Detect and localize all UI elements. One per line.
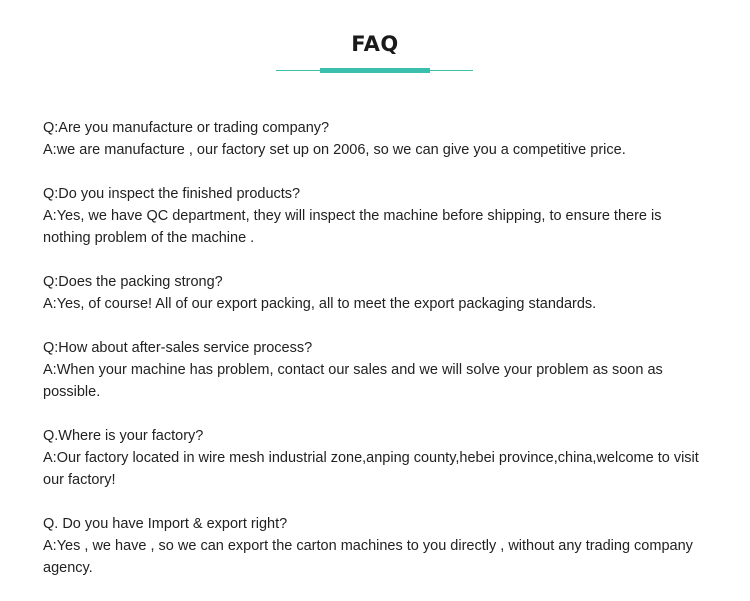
faq-question: Q:How about after-sales service process? — [43, 340, 313, 356]
faq-item — [43, 513, 713, 579]
faq-question: Q.Where is your factory? — [43, 428, 204, 444]
faq-answer: A:Yes , we have , so we can export the carton machines to you directly , without any trading company agency. — [43, 538, 693, 576]
faq-item — [43, 117, 713, 161]
faq-answer: A:Our factory located in wire mesh industrial zone,anping county,hebei province,china,welcome to visit our factory! — [43, 450, 699, 488]
faq-item — [43, 425, 713, 491]
faq-item — [43, 183, 713, 249]
page-title: FAQ — [351, 32, 399, 56]
faq-question: Q:Are you manufacture or trading company? — [43, 120, 330, 136]
title-divider-accent-bar — [320, 68, 430, 73]
faq-item — [43, 271, 713, 315]
faq-question: Q. Do you have Import & export right? — [43, 516, 288, 532]
faq-question: Q:Do you inspect the finished products? — [43, 186, 301, 202]
faq-answer: A:Yes, we have QC department, they will inspect the machine before shipping, to ensure there is nothing problem of the machine . — [43, 208, 662, 246]
faq-question: Q:Does the packing strong? — [43, 274, 223, 290]
faq-list — [43, 117, 713, 601]
faq-item — [43, 337, 713, 403]
faq-answer: A:we are manufacture , our factory set up on 2006, so we can give you a competitive price. — [43, 142, 626, 158]
faq-answer: A:Yes, of course! All of our export packing, all to meet the export packaging standards. — [43, 296, 597, 312]
faq-answer: A:When your machine has problem, contact our sales and we will solve your problem as soon as possible. — [43, 362, 663, 400]
